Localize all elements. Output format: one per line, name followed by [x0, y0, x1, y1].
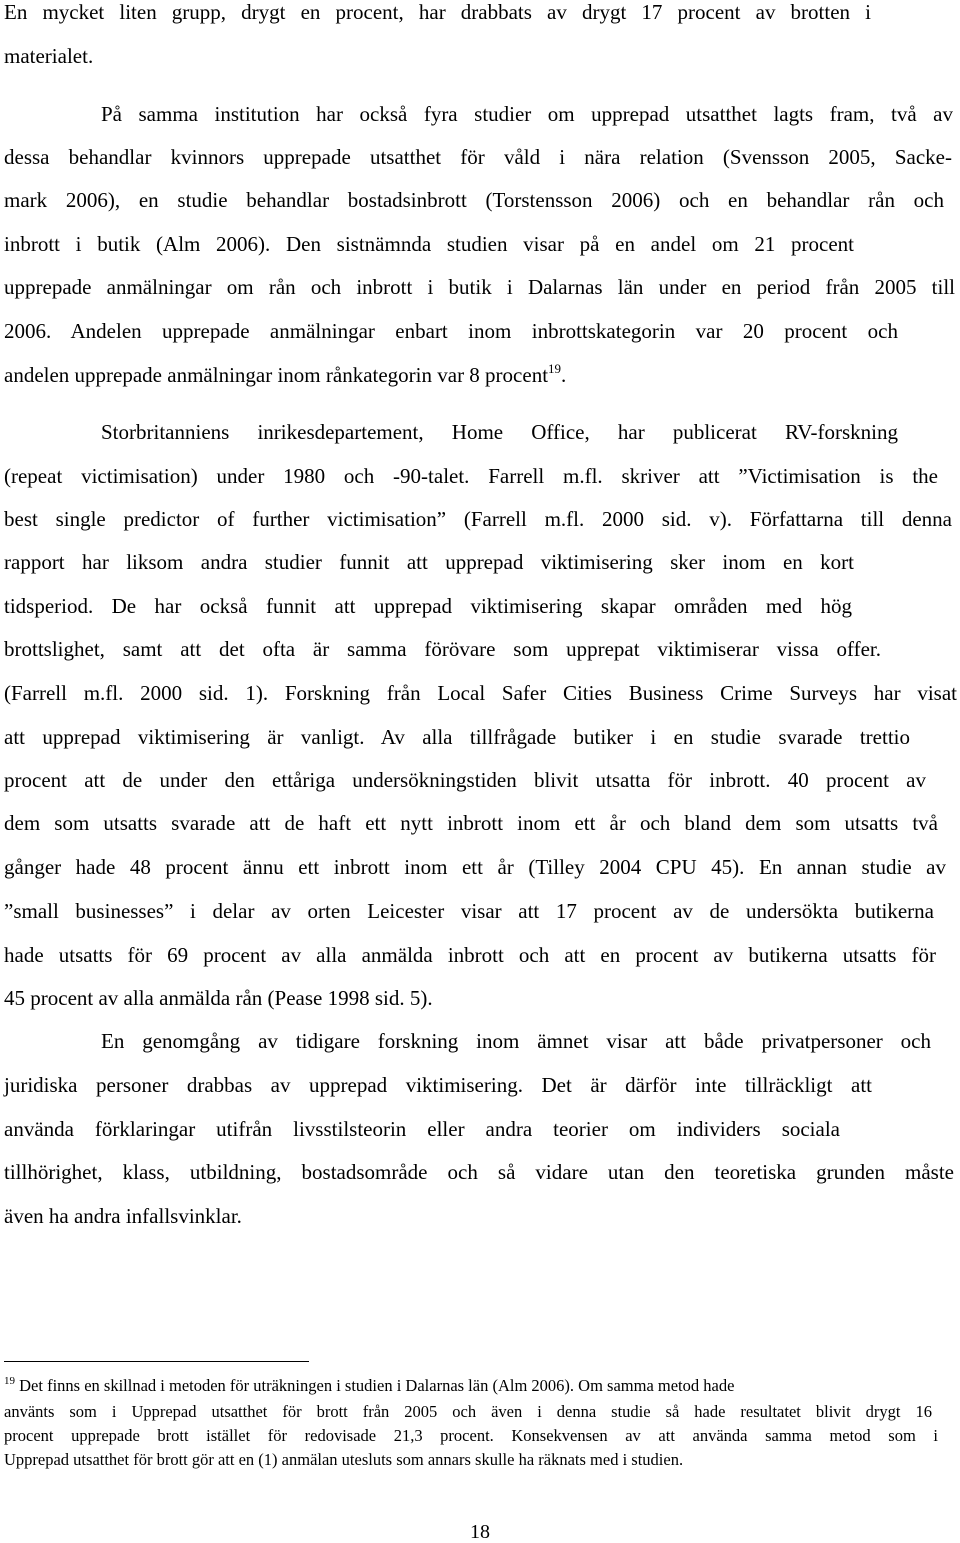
body-line: upprepade anmälningar om rån och inbrott i butik i Dalarnas län under en period från 2005 till — [4, 275, 955, 299]
footnote-text: Det finns en skillnad i metoden för uträkningen i studien i Dalarnas län (Alm 2006). Om samma metod hade — [19, 1376, 735, 1395]
body-line: 2006. Andelen upprepade anmälningar enbart inom inbrottskategorin var 20 procent och — [4, 319, 898, 343]
body-line: procent att de under den ettåriga undersökningstiden blivit utsatta för inbrott. 40 procent av — [4, 768, 926, 792]
body-line: att upprepad viktimisering är vanligt. Av alla tillfrågade butiker i en studie svarade trettio — [4, 725, 910, 749]
body-line-text: andelen upprepade anmälningar inom rånkategorin var 8 procent — [4, 363, 549, 387]
footnote-line — [4, 1376, 734, 1396]
body-line: En genomgång av tidigare forskning inom ämnet visar att både privatpersoner och — [101, 1029, 931, 1053]
footnote-reference: 19 — [548, 361, 562, 376]
body-line: 45 procent av alla anmälda rån (Pease 1998 sid. 5). — [4, 986, 433, 1010]
body-line: tillhörighet, klass, utbildning, bostadsområde och så vidare utan den teoretiska grunden måste — [4, 1160, 954, 1184]
page-number: 18 — [470, 1521, 490, 1543]
footnote-number: 19 — [4, 1375, 15, 1387]
body-line: best single predictor of further victimisation” (Farrell m.fl. 2000 sid. v). Författarna till denna — [4, 507, 952, 531]
body-line: brottslighet, samt att det ofta är samma förövare som upprepat viktimiserar vissa offer. — [4, 637, 881, 661]
body-line: gånger hade 48 procent ännu ett inbrott inom ett år (Tilley 2004 CPU 45). En annan studie av — [4, 855, 946, 879]
body-line: (repeat victimisation) under 1980 och -90-talet. Farrell m.fl. skriver att ”Victimisation is the — [4, 464, 938, 488]
body-line: materialet. — [4, 44, 94, 68]
body-line: juridiska personer drabbas av upprepad viktimisering. Det är därför inte tillräckligt att — [4, 1073, 872, 1097]
body-line: inbrott i butik (Alm 2006). Den sistnämnda studien visar på en andel om 21 procent — [4, 232, 854, 256]
footnote-line: använts som i Upprepad utsatthet för brott från 2005 och även i denna studie så hade resultatet blivit drygt 16 — [4, 1402, 932, 1421]
footnote-reference-suffix: . — [561, 363, 567, 387]
body-line: tidsperiod. De har också funnit att upprepad viktimisering skapar områden med hög — [4, 594, 852, 618]
body-line: även ha andra infallsvinklar. — [4, 1204, 242, 1228]
footnote-line: Upprepad utsatthet för brott gör att en (1) anmälan utesluts som annars skulle ha räknats med i studien. — [4, 1450, 684, 1469]
footnote-separator — [4, 1361, 309, 1362]
body-line: mark 2006), en studie behandlar bostadsinbrott (Torstensson 2006) och en behandlar rån och — [4, 188, 944, 212]
footnote-line: procent upprepade brott istället för redovisade 21,3 procent. Konsekvensen av att använda samma metod som i — [4, 1426, 938, 1445]
body-line: dem som utsatts svarade att de haft ett nytt inbrott inom ett år och bland dem som utsatts två — [4, 811, 938, 835]
body-line: Storbritanniens inrikesdepartement, Home Office, har publicerat RV-forskning — [101, 420, 898, 444]
body-line: På samma institution har också fyra studier om upprepad utsatthet lagts fram, två av — [101, 102, 953, 126]
body-line: ”small businesses” i delar av orten Leicester visar att 17 procent av de undersökta butikerna — [4, 899, 934, 923]
body-line: dessa behandlar kvinnors upprepade utsatthet för våld i nära relation (Svensson 2005, Sacke- — [4, 145, 952, 169]
body-line: rapport har liksom andra studier funnit att upprepad viktimisering sker inom en kort — [4, 550, 854, 574]
body-line: använda förklaringar utifrån livsstilsteorin eller andra teorier om individers sociala — [4, 1117, 840, 1141]
body-line: En mycket liten grupp, drygt en procent, har drabbats av drygt 17 procent av brotten i — [4, 0, 871, 24]
body-line: hade utsatts för 69 procent av alla anmälda inbrott och att en procent av butikerna utsatts för — [4, 943, 936, 967]
body-line — [4, 363, 566, 387]
body-line: (Farrell m.fl. 2000 sid. 1). Forskning från Local Safer Cities Business Crime Surveys har visat — [4, 681, 957, 705]
